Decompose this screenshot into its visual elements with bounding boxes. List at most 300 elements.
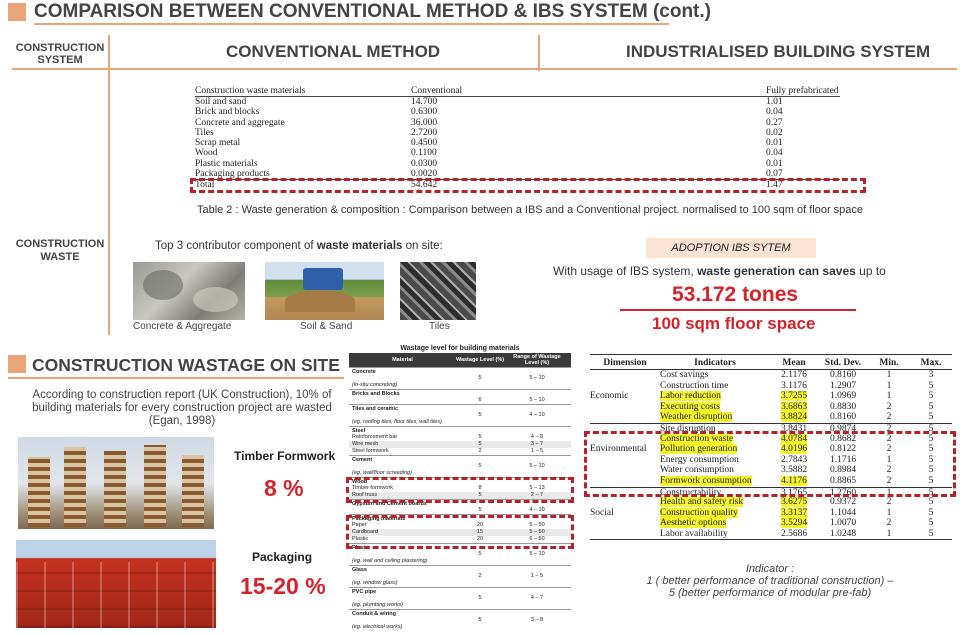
dimension-cell-max [910,497,952,508]
dimension-cell-max [910,402,952,413]
dimension-text: 0.8160 [829,370,857,380]
adoption-badge: ADOPTION IBS SYTEM [646,238,816,258]
dimension-text: Constructability [660,487,722,498]
top3-suffix: on site: [402,240,443,252]
wastage-cell: 5 – 10 [529,551,545,557]
adoption-line [553,264,886,278]
dimension-row [590,497,952,508]
wastage-cell: 5 – 10 [529,375,545,381]
dimension-text: 1.2907 [829,380,857,391]
dimension-text: 5 [928,391,934,402]
wastage-row [349,448,571,455]
wastage-cell: 1 – 5 [530,448,544,454]
tiles-image [400,262,476,320]
dimension-text: 5 [928,497,934,508]
dimension-text: 3.6275 [780,497,808,508]
waste-table-row [195,159,840,169]
dimension-cell-dim [590,518,660,529]
dimension-cell-max [910,529,952,539]
dimension-cell-min [868,412,910,423]
waste-table-row [195,148,840,158]
wastage-col-level: Wastage Level (%) [455,357,505,363]
dimension-cell-mean [770,497,818,508]
wastage-cell: 4 – 10 [529,412,545,418]
waste-cell: 0.6300 [411,107,438,118]
waste-cell: 1.01 [766,97,783,107]
dim-col-indicators: Indicators [694,358,736,368]
dimension-cell-min [868,370,910,381]
soil-image [265,262,384,320]
waste-cell: 0.1100 [411,148,437,159]
dimension-text: 1.0248 [829,528,857,539]
dimension-row [590,381,952,392]
waste-table-row [195,118,840,128]
wastage-cell [349,507,453,514]
wastage-cell: Cardboard [352,529,378,535]
dimension-cell-min [868,402,910,413]
wastage-example: (eg. roofing tiles, floor tiles, wall tiles) [352,419,442,425]
wastage-cell [349,412,453,419]
dimension-text: 3.5294 [780,518,808,529]
dimension-text: Labor reduction [660,391,721,402]
wastage-category: Steel [349,426,571,434]
waste-cell: 54.642 [411,180,438,191]
dimension-text: 1.0969 [829,391,857,402]
wastage-cell [349,551,453,558]
dimension-text: 2 [886,518,892,529]
wastage-cell: Wire mesh [352,441,379,447]
dimension-cell-ind [660,497,770,508]
dimension-text: 5 [928,507,934,518]
image-caption-concrete: Concrete & Aggregate [133,321,232,332]
waste-cell: Packaging products [195,169,270,180]
dimension-text: 1 [886,391,892,402]
dimension-text: 1 [886,380,892,391]
dimension-cell-sd [818,370,868,381]
image-caption-soil: Soil & Sand [300,321,353,332]
wastage-category: Glass [349,565,571,573]
dimension-cell-ind [660,391,770,402]
wastage-cell [349,463,453,470]
dimension-text: Aesthetic options [660,518,727,529]
dimension-text: 2 [886,497,892,508]
dimension-text: Executing costs [660,401,720,412]
wastage-cell: Reinforcement bar [352,434,398,440]
wastage-cell: 15 [476,529,484,535]
wastage-row [349,375,571,382]
wastage-cell: Roof truss [352,492,378,498]
dimension-text: Construction time [660,380,729,391]
waste-cell: 0.27 [766,117,783,128]
concrete-image [133,262,245,320]
wastage-row [349,573,571,580]
wastage-example: (eg. wall and ceiling plastering) [352,558,428,564]
dimension-cell-ind [660,370,770,381]
wastage-cell: 5 – 10 [529,397,545,403]
wastage-cell: 1 – 5 [530,573,544,579]
dimension-text: 1.1044 [829,507,857,518]
dimension-cell-ind [660,529,770,539]
dimension-text: Construction waste [660,433,734,444]
dimension-cell-max [910,391,952,402]
wastage-category: Cement [349,455,571,463]
dim-col-mean: Mean [782,358,806,368]
dimension-text: 5 [928,444,934,455]
dimension-cell-mean [770,381,818,392]
dimension-text: 5 [928,518,934,529]
dimension-row [590,402,952,413]
wastage-cell: 6 – 50 [529,536,545,542]
waste-table-row [195,128,840,138]
wastage-cell [349,595,453,602]
dimension-cell-min [868,529,910,539]
wastage-cell: Plastic [352,536,369,542]
wastage-cell [349,617,453,624]
dimension-text: Energy consumption [660,454,739,465]
dim-col-max: Max. [920,358,942,368]
waste-table-caption: Table 2 : Waste generation & composition : Comparison between a IBS and a Conventional project. normalised to 100 sqm of floor space [196,204,864,216]
wastage-cell: 5 – 10 [529,463,545,469]
waste-table-row [195,107,840,117]
wastage-cell: 5 – 13 [529,485,545,491]
waste-cell: Soil and sand [195,97,247,107]
dimension-text: 2 [886,444,892,455]
wastage-cell: 2 – 7 [530,492,544,498]
dimension-text: 5 [928,380,934,391]
wastage-title: CONSTRUCTION WASTAGE ON SITE [32,355,340,375]
environmental-highlight [584,431,956,497]
waste-cell: Brick and blocks [195,107,260,118]
adoption-value-underline [620,309,856,311]
wastage-cell: 2 [478,573,482,579]
wastage-cell: 5 [478,441,482,447]
wastage-cell [349,397,453,404]
dimension-text: 3.3137 [780,507,808,518]
wastage-cell: 8 [478,485,482,491]
dimension-text: 5 [928,423,934,434]
adoption-bold: waste generation can saves [697,264,856,278]
waste-table-row [195,138,840,148]
waste-table [195,86,840,190]
dimension-text: 3.8824 [780,412,808,423]
dimension-cell-sd [818,518,868,529]
adoption-value: 53.172 tones [672,283,799,306]
wastage-cell: 5 [478,551,482,557]
dimension-text: Pollution generation [660,444,738,455]
wastage-cell: 5 [478,412,482,418]
dimension-text: 3.8431 [780,423,808,434]
dim-col-dimension: Dimension [603,358,647,368]
dimension-row [590,529,952,540]
adoption-suffix: up to [855,264,886,278]
dimension-cell-min [868,497,910,508]
dimension-cell-dim [590,381,660,392]
waste-cell: Wood [195,148,218,159]
dimension-cell-min [868,508,910,519]
dimension-row [590,370,952,381]
dimension-text: 2.7843 [780,454,808,465]
waste-cell: Tiles [195,127,214,138]
dimension-text: 0.8682 [829,433,857,444]
wastage-cell: 5 [478,492,482,498]
wastage-cell: 3 – 8 [530,617,544,623]
wastage-category: Packaging materials [349,514,571,522]
dimension-text: 5 [928,528,934,539]
wastage-row [349,434,571,441]
wastage-cell: 5 [478,463,482,469]
wastage-cell [349,375,453,382]
dimension-text: 3.7255 [780,391,808,402]
dimension-cell-ind [660,402,770,413]
waste-col-prefab: Fully prefabricated [766,86,839,96]
dimension-text: 0.8984 [829,465,857,476]
dimension-cell-mean [770,412,818,423]
dimension-cell-sd [818,381,868,392]
dimension-cell-mean [770,402,818,413]
waste-cell: 0.01 [766,138,783,149]
wastage-example: (eg. plumbing works) [352,602,404,608]
wastage-cell: 20 [476,536,484,542]
dimension-cell-sd [818,412,868,423]
waste-table-header [195,86,840,97]
timber-label: Timber Formwork [234,449,336,463]
waste-cell: 1.47 [766,180,783,191]
header-hline [12,68,957,70]
image-caption-tiles: Tiles [429,321,450,332]
dimension-cell-mean [770,508,818,519]
wastage-cell: 5 [478,595,482,601]
packaging-label: Packaging [252,550,313,564]
waste-table-row [195,97,840,107]
wastage-bullet [8,355,26,373]
wastage-cell: 2 [478,448,482,454]
dimension-text: 2 [886,465,892,476]
waste-cell: 0.07 [766,169,783,180]
dimension-text: 2 [886,401,892,412]
wastage-cell: 5 – 50 [529,522,545,528]
dimension-cell-sd [818,402,868,413]
waste-total-highlight [190,178,866,193]
dimension-row [590,508,952,519]
wastage-cell: Paper [352,522,367,528]
waste-cell: 0.4500 [411,138,438,149]
dimension-row [590,412,952,423]
page-title: COMPARISON BETWEEN CONVENTIONAL METHOD & IBS SYSTEM (cont.) [34,1,711,22]
header-mid-divider [538,35,540,71]
dimension-text: Social [590,507,614,518]
dimension-cell-ind [660,381,770,392]
dimension-text: Environmental [590,444,647,455]
dimension-text: Water consumption [660,465,734,476]
wastage-cell: 3 – 7 [530,441,544,447]
dimension-text: 2 [886,475,892,486]
dimension-text: 0.9874 [829,423,857,434]
waste-cell: Scrap metal [195,138,241,149]
title-underline [34,23,669,25]
dimension-text: 5 [928,454,934,465]
waste-col-conventional: Conventional [411,86,463,96]
dimension-cell-ind [660,412,770,423]
wastage-category: Tiles and ceramic [349,404,571,412]
dimension-text: 2.5686 [780,528,808,539]
dimension-text: 2 [886,423,892,434]
dimension-cell-mean [770,529,818,539]
wastage-cell: 5 [478,434,482,440]
waste-cell: 0.01 [766,158,783,169]
wastage-col-material: Material [392,357,413,363]
dimension-cell-ind [660,508,770,519]
header-conventional: CONVENTIONAL METHOD [226,42,441,61]
wastage-row [349,441,571,448]
dimension-text: 0.8865 [829,475,857,486]
wastage-cell: 4 – 7 [530,595,544,601]
dimension-text: 1.1716 [829,454,857,465]
waste-cell: 0.02 [766,127,783,138]
dimension-cell-mean [770,391,818,402]
dimension-text: 1.2760 [829,487,857,498]
dimension-text: 1 [886,370,892,380]
dimension-cell-dim [590,529,660,539]
dimension-cell-sd [818,529,868,539]
dimension-cell-dim [590,402,660,413]
dimension-text: 3.1765 [780,487,808,498]
packaging-value: 15-20 % [240,573,326,599]
wastage-example: (eg. electrical works) [352,624,403,630]
wastage-cell: 20 [476,522,484,528]
dimension-text: 0.9372 [829,497,857,508]
dimension-text: 5 [928,475,934,486]
wastage-cell: 4 – 10 [529,507,545,513]
packaging-highlight [346,515,574,549]
wastage-text: According to construction report (UK Construction), 10% of building materials for every construction project are wasted (Egan, 1998) [32,389,332,427]
top3-prefix: Top 3 contributor component of [155,240,317,252]
wastage-example: (in-situ concreting) [352,382,398,388]
dimension-cell-max [910,370,952,381]
wastage-category: Plaster [349,543,571,551]
dimension-text: 1 [886,487,892,498]
dimension-cell-mean [770,518,818,529]
dimension-row [590,391,952,402]
dimension-text: 5 [928,401,934,412]
wastage-category: PVC pipe [349,587,571,595]
timber-formwork-image [18,437,214,529]
dimension-row [590,518,952,529]
header-ibs: INDUSTRIALISED BUILDING SYSTEM [626,42,931,61]
wastage-cell: 5 [478,507,482,513]
dimension-cell-min [868,391,910,402]
packaging-image [16,540,216,628]
dimension-text: 0.8160 [829,412,857,423]
waste-cell: 0.0300 [411,158,438,169]
dimension-cell-dim [590,508,660,519]
wastage-cell [349,573,453,580]
dimension-text: 4.0784 [780,433,808,444]
waste-cell: Total [195,180,215,191]
title-bullet [8,3,26,21]
indicator-note-line1: 1 ( better performance of traditional construction) – [646,575,894,587]
waste-cell: 0.04 [766,107,783,118]
indicator-note [600,563,940,599]
dimension-text: 2 [886,412,892,423]
row-label-waste: CONSTRUCTION WASTE [15,238,105,263]
dimension-cell-ind [660,518,770,529]
dimension-cell-max [910,381,952,392]
dim-col-min: Min. [879,358,899,368]
waste-cell: Plastic materials [195,158,258,169]
dimension-text: 3.1176 [781,380,807,391]
wastage-cell: 6 [478,397,482,403]
wastage-table-title: Wastage level for building materials [400,345,520,352]
wastage-row [349,397,571,404]
wastage-row [349,412,571,419]
dimension-cell-sd [818,497,868,508]
wastage-row [349,617,571,624]
dimension-cell-min [868,518,910,529]
dimension-text: 0.8122 [829,444,857,455]
dimension-text: 3.5882 [780,465,808,476]
dimension-text: 1 [886,528,892,539]
indicator-note-title: Indicator : [745,563,795,575]
dimension-cell-dim [590,391,660,402]
indicator-note-line2: 5 (better performance of modular pre-fab) [668,587,872,599]
dimension-text: 5 [928,465,934,476]
wastage-underline [8,377,344,379]
wastage-cell: 4 – 8 [530,434,544,440]
waste-cell: 36.000 [411,117,438,128]
dimension-text: 5 [928,433,934,444]
dimension-text: 5 [928,412,934,423]
dimension-cell-min [868,381,910,392]
wastage-row [349,463,571,470]
dim-col-sd: Std. Dev. [824,358,862,368]
dimension-text: 5 [928,487,934,498]
waste-cell: 0.04 [766,148,783,159]
wastage-cell: 5 – 50 [529,529,545,535]
dimension-text: Weather disruption [660,412,733,423]
wastage-cell: Steel formwork [352,448,389,454]
dimension-text: 4.0196 [780,444,808,455]
top3-bold: waste materials [316,240,403,252]
dimension-text: Site disruption [660,423,716,434]
dimension-text: 1 [886,454,892,465]
wastage-example: (eg. window glass) [352,580,398,586]
dimension-text: Health and safety risk [660,497,744,508]
waste-cell: 2.7200 [411,127,438,138]
dimension-table-header [590,354,952,370]
dimension-cell-dim [590,370,660,381]
wastage-category: Bricks and Blocks [349,389,571,397]
wastage-row [349,551,571,558]
dimension-text: 2 [886,433,892,444]
waste-cell: Concrete and aggregate [195,117,285,128]
dimension-text: 0.8830 [829,401,857,412]
wastage-category: Concrete [349,367,571,375]
header-vdivider [108,35,110,335]
dimension-cell-max [910,508,952,519]
dimension-text: 1 [886,507,892,518]
wastage-category: Gypsum and Cement boards [349,499,571,507]
dimension-text: Economic [590,391,629,402]
wastage-example: (eg. wall/floor screeding) [352,470,412,476]
dimension-cell-sd [818,391,868,402]
dimension-cell-dim [590,497,660,508]
wood-highlight [346,477,574,503]
dimension-text: 4.1176 [781,475,807,486]
top3-text [155,240,443,252]
wastage-cell: Timber formwork [352,485,394,491]
dimension-cell-max [910,412,952,423]
wastage-category: Conduit & wiring [349,609,571,617]
